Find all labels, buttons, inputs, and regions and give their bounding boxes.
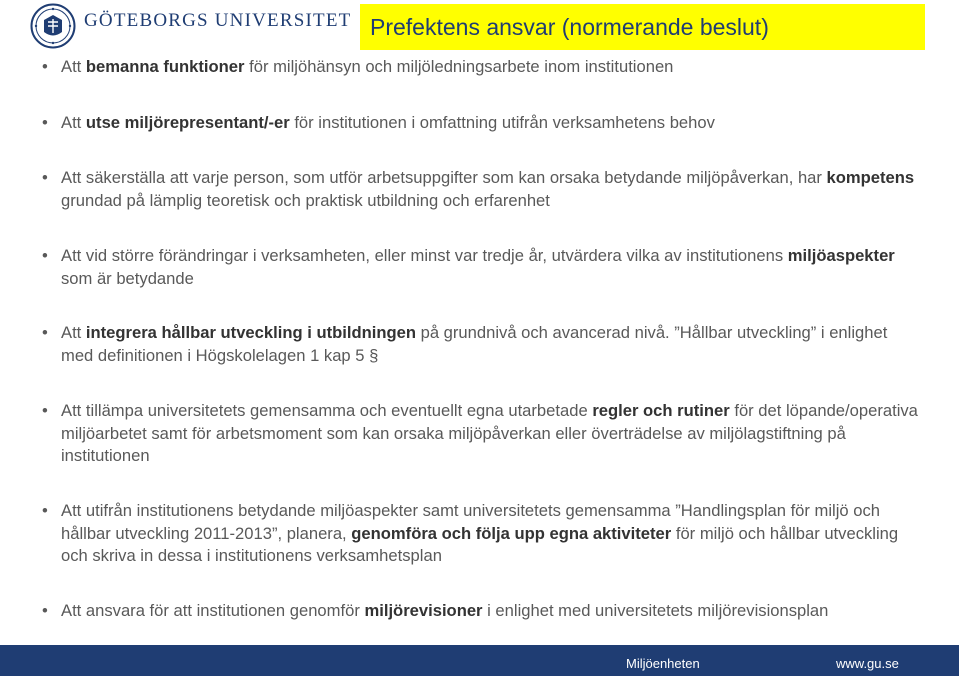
slide-title: Prefektens ansvar (normerande beslut) — [370, 13, 769, 40]
slide-header — [0, 0, 959, 52]
bullet-marker: • — [42, 601, 48, 620]
university-name: GÖTEBORGS UNIVERSITET — [84, 10, 352, 31]
slide-footer — [0, 645, 959, 676]
bullet-segment: som är betydande — [61, 268, 194, 288]
bullet-segment: för miljö och hållbar utveckling och skriva in dessa i institutionens verksamhetsplan — [61, 523, 899, 565]
bullet-emphasis: integrera hållbar utveckling i utbildningen — [85, 323, 416, 342]
footer-website: www.gu.se — [836, 656, 899, 671]
bullet-text — [61, 600, 921, 623]
bullet-marker: • — [42, 57, 48, 76]
bullet-text — [61, 112, 921, 135]
bullet-emphasis: utse miljörepresentant/-er — [85, 113, 290, 132]
bullet-segment: på grundnivå och avancerad nivå. ”Hållbar utveckling” i enlighet med definitionen i Högskolelagen 1 kap 5 § — [61, 323, 888, 365]
bullet-segment: för miljöhänsyn och miljöledningsarbete inom institutionen — [244, 57, 674, 76]
title-highlight-box — [360, 4, 925, 50]
bullet-emphasis: kompetens — [826, 168, 915, 187]
bullet-marker: • — [42, 246, 48, 265]
bullet-marker: • — [42, 168, 48, 187]
bullet-segment: i enlighet med universitetets miljörevisionsplan — [482, 601, 829, 620]
bullet-segment: Att ansvara för att institutionen genomför — [61, 601, 365, 620]
bullet-emphasis: genomföra och följa upp egna aktiviteter — [351, 523, 672, 543]
bullet-segment: Att vid större förändringar i verksamheten, eller minst var tredje år, utvärdera vilka av institutionens — [61, 246, 788, 265]
bullet-marker: • — [42, 501, 48, 520]
bullet-emphasis: regler och rutiner — [592, 401, 730, 420]
bullet-text — [61, 500, 921, 568]
footer-department: Miljöenheten — [626, 656, 700, 671]
bullet-text — [61, 400, 921, 468]
bullet-marker: • — [42, 323, 48, 342]
bullet-segment: för institutionen i omfattning utifrån verksamhetens behov — [289, 113, 715, 132]
bullet-marker: • — [42, 401, 48, 420]
bullet-segment: Att tillämpa universitetets gemensamma och eventuellt egna utarbetade — [61, 401, 593, 420]
bullet-text — [61, 56, 921, 79]
bullet-segment: Att — [61, 113, 86, 132]
bullet-segment: grundad på lämplig teoretisk och praktisk utbildning och erfarenhet — [61, 190, 550, 210]
bullet-marker: • — [42, 113, 48, 132]
bullet-segment: Att utifrån institutionens betydande miljöaspekter samt universitetets gemensamma ”Handlingsplan för miljö och hållbar utveckling 2011-2013”, planera, — [61, 501, 881, 543]
bullet-emphasis: miljöaspekter — [787, 246, 895, 265]
bullet-segment: för det löpande/operativa miljöarbetet samt för arbetsmoment som kan orsaka miljöpåverkan eller överträdelse av miljölagstiftning på institutionen — [61, 401, 918, 465]
bullet-text — [61, 322, 921, 367]
bullet-emphasis: miljörevisioner — [364, 601, 483, 620]
bullet-text — [61, 245, 921, 290]
bullet-segment: Att säkerställa att varje person, som utför arbetsuppgifter som kan orsaka betydande miljöpåverkan, har — [61, 168, 827, 187]
bullet-segment: Att — [61, 323, 86, 342]
bullet-text — [61, 167, 921, 212]
university-seal-icon — [30, 3, 76, 49]
bullet-emphasis: bemanna funktioner — [85, 57, 245, 76]
bullet-segment: Att — [61, 57, 86, 76]
